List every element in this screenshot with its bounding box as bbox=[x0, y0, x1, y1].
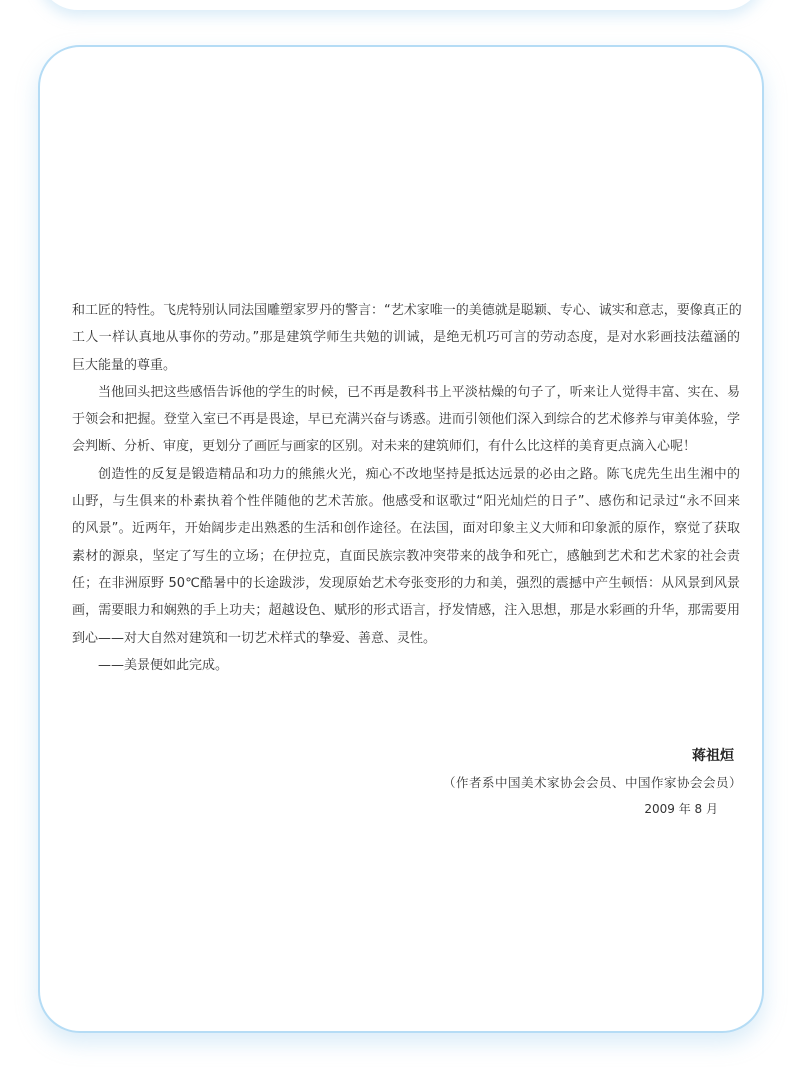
text-line: 山野，与生俱来的朴素执着个性伴随他的艺术苦旅。他感受和讴歌过“阳光灿烂的日子”、感伤和记录过“永不回来 bbox=[72, 494, 740, 510]
text-line: 巨大能量的尊重。 bbox=[72, 357, 177, 373]
text-line: 会判断、分析、审度，更划分了画匠与画家的区别。对未来的建筑师们，有什么比这样的美育更点滴入心呢！ bbox=[72, 439, 697, 455]
text-line: 到心——对大自然对建筑和一切艺术样式的挚爱、善意、灵性。 bbox=[72, 630, 437, 646]
text-line: 的风景”。近两年，开始阔步走出熟悉的生活和创作途径。在法国，面对印象主义大师和印象派的原作，察觉了获取 bbox=[72, 521, 740, 537]
text-line: ——美景便如此完成。 bbox=[98, 657, 229, 673]
article-body bbox=[72, 297, 740, 679]
author-affiliation: （作者系中国美术家协会会员、中国作家协会会员） bbox=[442, 775, 742, 790]
text-line: 画，需要眼力和娴熟的手上功夫；超越设色、赋形的形式语言，抒发情感，注入思想，那是水彩画的升华，那需要用 bbox=[72, 603, 740, 619]
previous-page-edge bbox=[38, 0, 764, 10]
text-line: 于领会和把握。登堂入室已不再是畏途，早已充满兴奋与诱惑。进而引领他们深入到综合的艺术修养与审美体验，学 bbox=[72, 412, 740, 428]
text-line: 和工匠的特性。飞虎特别认同法国雕塑家罗丹的警言：“艺术家唯一的美德就是聪颖、专心、诚实和意志，要像真正的 bbox=[72, 303, 742, 318]
text-line: 当他回头把这些感悟告诉他的学生的时候，已不再是教科书上平淡枯燥的句子了，听来让人觉得丰富、实在、易 bbox=[98, 384, 740, 400]
text-line: 任；在非洲原野 50℃酷暑中的长途跋涉，发现原始艺术夸张变形的力和美，强烈的震撼中产生顿悟：从风景到风景 bbox=[72, 575, 740, 591]
text-line: 创造性的反复是锻造精品和功力的熊熊火光，痴心不改地坚持是抵达远景的必由之路。陈飞虎先生出生湘中的 bbox=[98, 466, 740, 482]
text-line: 素材的源泉，坚定了写生的立场；在伊拉克，直面民族宗教冲突带来的战争和死亡，感触到艺术和艺术家的社会责 bbox=[72, 548, 740, 564]
author-signature: 蒋祖烜 bbox=[692, 748, 734, 764]
signature-date: 2009 年 8 月 bbox=[644, 802, 718, 816]
text-line: 工人一样认真地从事你的劳动。”那是建筑学师生共勉的训诫，是绝无机巧可言的劳动态度，是对水彩画技法蕴涵的 bbox=[72, 330, 740, 346]
